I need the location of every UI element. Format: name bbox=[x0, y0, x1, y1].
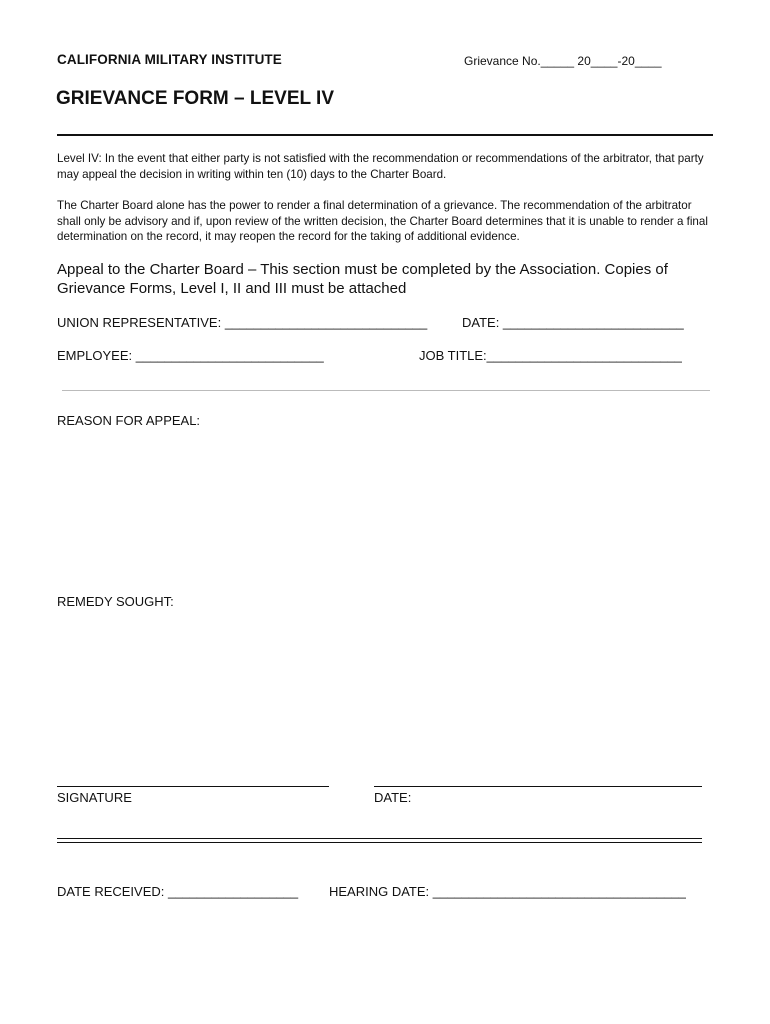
double-divider-bottom bbox=[57, 842, 702, 843]
form-title: GRIEVANCE FORM – LEVEL IV bbox=[56, 88, 335, 109]
title-divider bbox=[57, 134, 713, 136]
date-field[interactable]: DATE: _________________________ bbox=[462, 315, 684, 330]
date-received-field[interactable]: DATE RECEIVED: __________________ bbox=[57, 884, 299, 899]
signature-label: SIGNATURE bbox=[57, 790, 132, 805]
grievance-separator: -20 bbox=[617, 54, 635, 68]
grievance-year-end-field[interactable]: ____ bbox=[634, 54, 662, 68]
reason-for-appeal-area[interactable] bbox=[57, 432, 707, 582]
appeal-instruction: Appeal to the Charter Board – This section must be completed by the Association. Copies of Grievance Forms, Level I, II and III must be attached bbox=[57, 261, 668, 297]
union-representative-field[interactable]: UNION REPRESENTATIVE: ____________________________ bbox=[57, 315, 428, 330]
signature-date-label: DATE: bbox=[374, 790, 412, 805]
grievance-number-label: Grievance No. bbox=[464, 54, 541, 68]
section-divider bbox=[62, 390, 710, 391]
grievance-number-field[interactable]: _____ bbox=[540, 54, 575, 68]
hearing-date-field[interactable]: HEARING DATE: ___________________________________ bbox=[329, 884, 686, 899]
signature-line[interactable] bbox=[57, 786, 329, 787]
signature-date-line[interactable] bbox=[374, 786, 702, 787]
employee-field[interactable]: EMPLOYEE: __________________________ bbox=[57, 348, 324, 363]
remedy-sought-area[interactable] bbox=[57, 614, 707, 774]
grievance-year-field[interactable]: ____ bbox=[590, 54, 618, 68]
double-divider-top bbox=[57, 838, 702, 839]
reason-for-appeal-label: REASON FOR APPEAL: bbox=[57, 413, 201, 428]
remedy-sought-label: REMEDY SOUGHT: bbox=[57, 594, 174, 609]
grievance-number bbox=[464, 54, 662, 68]
job-title-field[interactable]: JOB TITLE:___________________________ bbox=[419, 348, 682, 363]
level-iv-paragraph: Level IV: In the event that either party is not satisfied with the recommendation or recommendations of the arbitrator, that party may appeal the decision in writing within ten (10) days to the Charter Board. bbox=[57, 152, 704, 181]
organization-name: CALIFORNIA MILITARY INSTITUTE bbox=[57, 52, 282, 67]
grievance-year-prefix: 20 bbox=[574, 54, 591, 68]
charter-board-paragraph: The Charter Board alone has the power to render a final determination of a grievance. The recommendation of the arbitrator shall only be advisory and if, upon review of the written decision, the Charter Board determines that it is unable to render a final determination on the record, it may reopen the record for the taking of additional evidence. bbox=[57, 199, 708, 243]
